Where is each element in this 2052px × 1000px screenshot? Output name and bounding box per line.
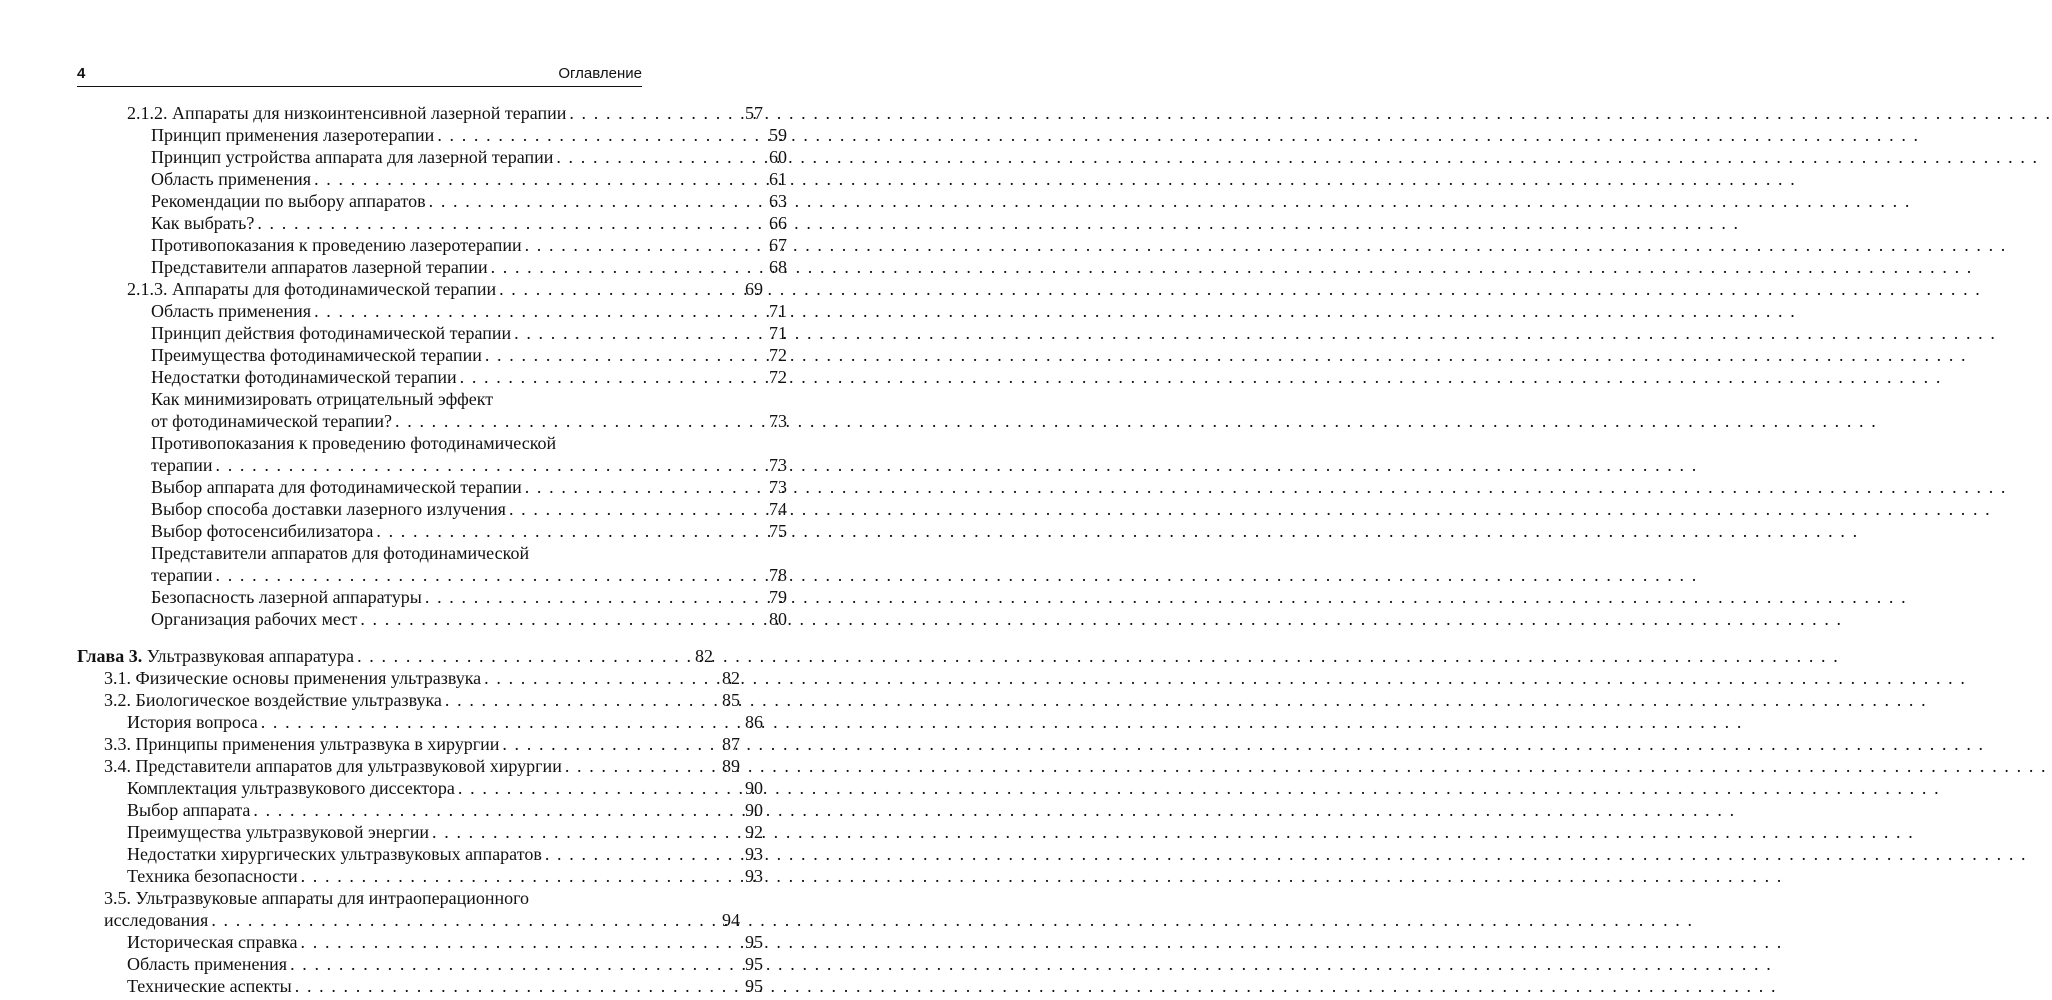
toc-entry-title: 3.4. Представители аппаратов для ультразвуковой хирургии bbox=[104, 756, 562, 776]
toc-entry-title: Как выбрать? bbox=[151, 213, 255, 233]
toc-leader bbox=[569, 102, 738, 124]
toc-entry bbox=[0, 278, 763, 300]
toc-entry bbox=[0, 322, 787, 344]
toc-entry-title: Принцип действия фотодинамической терапии bbox=[151, 323, 512, 343]
toc-leader bbox=[376, 520, 762, 542]
toc-entry bbox=[0, 388, 787, 410]
toc-leader bbox=[314, 300, 762, 322]
toc-entry-title: Недостатки хирургических ультразвуковых аппаратов bbox=[127, 844, 542, 864]
toc-entry-title: Историческая справка bbox=[127, 932, 298, 952]
toc-leader bbox=[290, 953, 738, 975]
toc-leader bbox=[556, 146, 762, 168]
toc-entry-title: Как минимизировать отрицательный эффект bbox=[151, 389, 494, 409]
toc-entry bbox=[0, 344, 787, 366]
chapter-label: Глава 3. bbox=[77, 646, 143, 666]
toc-leader bbox=[301, 931, 738, 953]
toc-entry-title: Область применения bbox=[151, 301, 312, 321]
toc-entry-title: 3.5. Ультразвуковые аппараты для интраоперационного bbox=[104, 888, 530, 908]
toc-leader bbox=[216, 454, 762, 476]
toc-entry bbox=[0, 234, 787, 256]
toc-leader bbox=[514, 322, 762, 344]
toc-entry-title: Выбор способа доставки лазерного излучения bbox=[151, 499, 506, 519]
toc-entry bbox=[0, 586, 787, 608]
toc-leader bbox=[525, 234, 762, 256]
toc-entry-page: 92 bbox=[745, 822, 763, 842]
toc-entry-page: 89 bbox=[722, 756, 740, 776]
toc-entry bbox=[0, 366, 787, 388]
toc-entry-page: 66 bbox=[769, 213, 787, 233]
toc-entry-page: 86 bbox=[745, 712, 763, 732]
toc-leader bbox=[295, 975, 738, 997]
toc-entry-title: Безопасность лазерной аппаратуры bbox=[151, 587, 422, 607]
toc-entry-title: Техника безопасности bbox=[127, 866, 298, 886]
toc-entry bbox=[0, 520, 787, 542]
toc-leader bbox=[425, 586, 762, 608]
toc-entry bbox=[0, 843, 763, 865]
toc-leader bbox=[545, 843, 738, 865]
toc-entry bbox=[0, 931, 763, 953]
toc-entry-page: 75 bbox=[769, 521, 787, 541]
toc-leader bbox=[502, 733, 715, 755]
toc-entry-title: Организация рабочих мест bbox=[151, 609, 358, 629]
toc-entry-title: Область применения bbox=[151, 169, 312, 189]
toc-leader bbox=[445, 689, 715, 711]
toc-entry-page: 94 bbox=[722, 910, 740, 930]
toc-entry bbox=[0, 542, 787, 564]
toc-leader bbox=[509, 498, 762, 520]
toc-entry bbox=[0, 799, 763, 821]
toc-entry bbox=[0, 102, 763, 124]
toc-leader bbox=[357, 645, 688, 667]
toc-leader bbox=[216, 564, 762, 586]
toc-leader bbox=[484, 667, 715, 689]
toc-leader bbox=[314, 168, 762, 190]
toc-entry bbox=[0, 168, 787, 190]
toc-leader bbox=[257, 212, 762, 234]
toc-entry-page: 63 bbox=[769, 191, 787, 211]
toc-leader bbox=[360, 608, 762, 630]
toc-entry-title: Противопоказания к проведению лазеротерапии bbox=[151, 235, 522, 255]
toc-entry-page: 93 bbox=[745, 844, 763, 864]
toc-entry-title: Недостатки фотодинамической терапии bbox=[151, 367, 457, 387]
toc-entry-page: 95 bbox=[745, 976, 763, 996]
toc-entry-page: 79 bbox=[769, 587, 787, 607]
toc-entry-title: Выбор аппарата для фотодинамической терапии bbox=[151, 477, 522, 497]
toc-leader bbox=[499, 278, 738, 300]
running-title: Оглавление bbox=[558, 65, 642, 82]
toc-entry-page: 57 bbox=[745, 103, 763, 123]
toc-entry-title: Технические аспекты bbox=[127, 976, 292, 996]
toc-entry-page: 69 bbox=[745, 279, 763, 299]
toc-entry bbox=[0, 608, 787, 630]
toc-entry-title: Преимущества ультразвуковой энергии bbox=[127, 822, 430, 842]
toc-entry-page: 78 bbox=[769, 565, 787, 585]
toc-entry-page: 68 bbox=[769, 257, 787, 277]
toc-entry-title: Комплектация ультразвукового диссектора bbox=[127, 778, 455, 798]
toc-entry-page: 73 bbox=[769, 455, 787, 475]
toc-leader bbox=[253, 799, 738, 821]
toc-entry-page: 90 bbox=[745, 800, 763, 820]
toc-entry-title bbox=[77, 645, 354, 667]
toc-leader bbox=[211, 909, 715, 931]
toc-entry-page: 90 bbox=[745, 778, 763, 798]
toc-leader bbox=[460, 366, 762, 388]
toc-entry-title: терапии bbox=[151, 455, 213, 475]
toc-leader bbox=[458, 777, 738, 799]
toc-entry-page: 85 bbox=[722, 690, 740, 710]
toc-entry-page: 80 bbox=[769, 609, 787, 629]
toc-entry bbox=[0, 124, 787, 146]
toc-entry bbox=[0, 667, 740, 689]
toc-entry-page: 87 bbox=[722, 734, 740, 754]
toc-entry bbox=[0, 909, 740, 931]
toc-entry-page: 59 bbox=[769, 125, 787, 145]
toc-entry bbox=[0, 975, 763, 997]
chapter-title: Ультразвуковая аппаратура bbox=[146, 646, 355, 666]
toc-entry-title: 3.1. Физические основы применения ультразвука bbox=[104, 668, 482, 688]
toc-entry-page: 67 bbox=[769, 235, 787, 255]
toc-entry-title: терапии bbox=[151, 565, 213, 585]
toc-entry-title: Выбор фотосенсибилизатора bbox=[151, 521, 374, 541]
toc-entry-chapter bbox=[0, 645, 713, 667]
toc-entry bbox=[0, 564, 787, 586]
toc-entry bbox=[0, 777, 763, 799]
toc-entry-title: Представители аппаратов для фотодинамической bbox=[151, 543, 530, 563]
toc-entry bbox=[0, 821, 763, 843]
toc-entry-page: 60 bbox=[769, 147, 787, 167]
toc-entry-page: 61 bbox=[769, 169, 787, 189]
toc-entry-page: 73 bbox=[769, 477, 787, 497]
toc-entry-page: 71 bbox=[769, 301, 787, 321]
toc-entry-page: 74 bbox=[769, 499, 787, 519]
toc-entry-title: Преимущества фотодинамической терапии bbox=[151, 345, 482, 365]
toc-leader bbox=[261, 711, 738, 733]
toc-entry-page: 72 bbox=[769, 345, 787, 365]
toc-entry-page: 82 bbox=[695, 646, 713, 666]
toc-leader bbox=[437, 124, 762, 146]
toc-entry bbox=[0, 755, 740, 777]
toc-entry-page: 73 bbox=[769, 411, 787, 431]
toc-leader bbox=[432, 821, 738, 843]
toc-entry-title: Принцип устройства аппарата для лазерной терапии bbox=[151, 147, 554, 167]
toc-entry-page: 72 bbox=[769, 367, 787, 387]
toc-leader bbox=[429, 190, 762, 212]
toc-entry-title: от фотодинамической терапии? bbox=[151, 411, 393, 431]
toc-entry-title: Принцип применения лазеротерапии bbox=[151, 125, 435, 145]
toc-entry-title: 3.3. Принципы применения ультразвука в хирургии bbox=[104, 734, 500, 754]
toc-entry bbox=[0, 300, 787, 322]
toc-entry bbox=[0, 212, 787, 234]
toc-entry bbox=[0, 410, 787, 432]
toc-entry bbox=[0, 454, 787, 476]
toc-entry-title: История вопроса bbox=[127, 712, 258, 732]
toc-entry-page: 93 bbox=[745, 866, 763, 886]
toc-entry bbox=[0, 953, 763, 975]
toc-leader bbox=[301, 865, 738, 887]
toc-entry-title: Представители аппаратов лазерной терапии bbox=[151, 257, 488, 277]
toc-leader bbox=[525, 476, 762, 498]
toc-entry-page: 71 bbox=[769, 323, 787, 343]
toc-entry-page: 95 bbox=[745, 954, 763, 974]
toc-entry-page: 82 bbox=[722, 668, 740, 688]
toc-entry-title: исследования bbox=[104, 910, 209, 930]
toc-entry-page: 95 bbox=[745, 932, 763, 952]
toc-entry bbox=[0, 711, 763, 733]
toc-entry-title: 2.1.3. Аппараты для фотодинамической терапии bbox=[127, 279, 497, 299]
page-number: 4 bbox=[77, 65, 86, 82]
toc-entry bbox=[0, 733, 740, 755]
toc-entry-title: 2.1.2. Аппараты для низкоинтенсивной лазерной терапии bbox=[127, 103, 567, 123]
toc-entry bbox=[0, 146, 787, 168]
toc-leader bbox=[485, 344, 762, 366]
toc-entry-title: Выбор аппарата bbox=[127, 800, 251, 820]
toc-entry bbox=[0, 498, 787, 520]
toc-entry-title: Противопоказания к проведению фотодинамической bbox=[151, 433, 557, 453]
toc-leader bbox=[491, 256, 762, 278]
toc-entry bbox=[0, 887, 740, 909]
toc-entry bbox=[0, 476, 787, 498]
toc-entry bbox=[0, 190, 787, 212]
toc-entry-title: 3.2. Биологическое воздействие ультразвука bbox=[104, 690, 442, 710]
toc-entry bbox=[0, 432, 787, 454]
toc-entry bbox=[0, 256, 787, 278]
table-of-contents bbox=[0, 0, 787, 1000]
toc-entry bbox=[0, 689, 740, 711]
toc-leader bbox=[395, 410, 762, 432]
toc-entry-title: Область применения bbox=[127, 954, 288, 974]
toc-entry-title: Рекомендации по выбору аппаратов bbox=[151, 191, 426, 211]
toc-entry bbox=[0, 865, 763, 887]
toc-leader bbox=[565, 755, 715, 777]
